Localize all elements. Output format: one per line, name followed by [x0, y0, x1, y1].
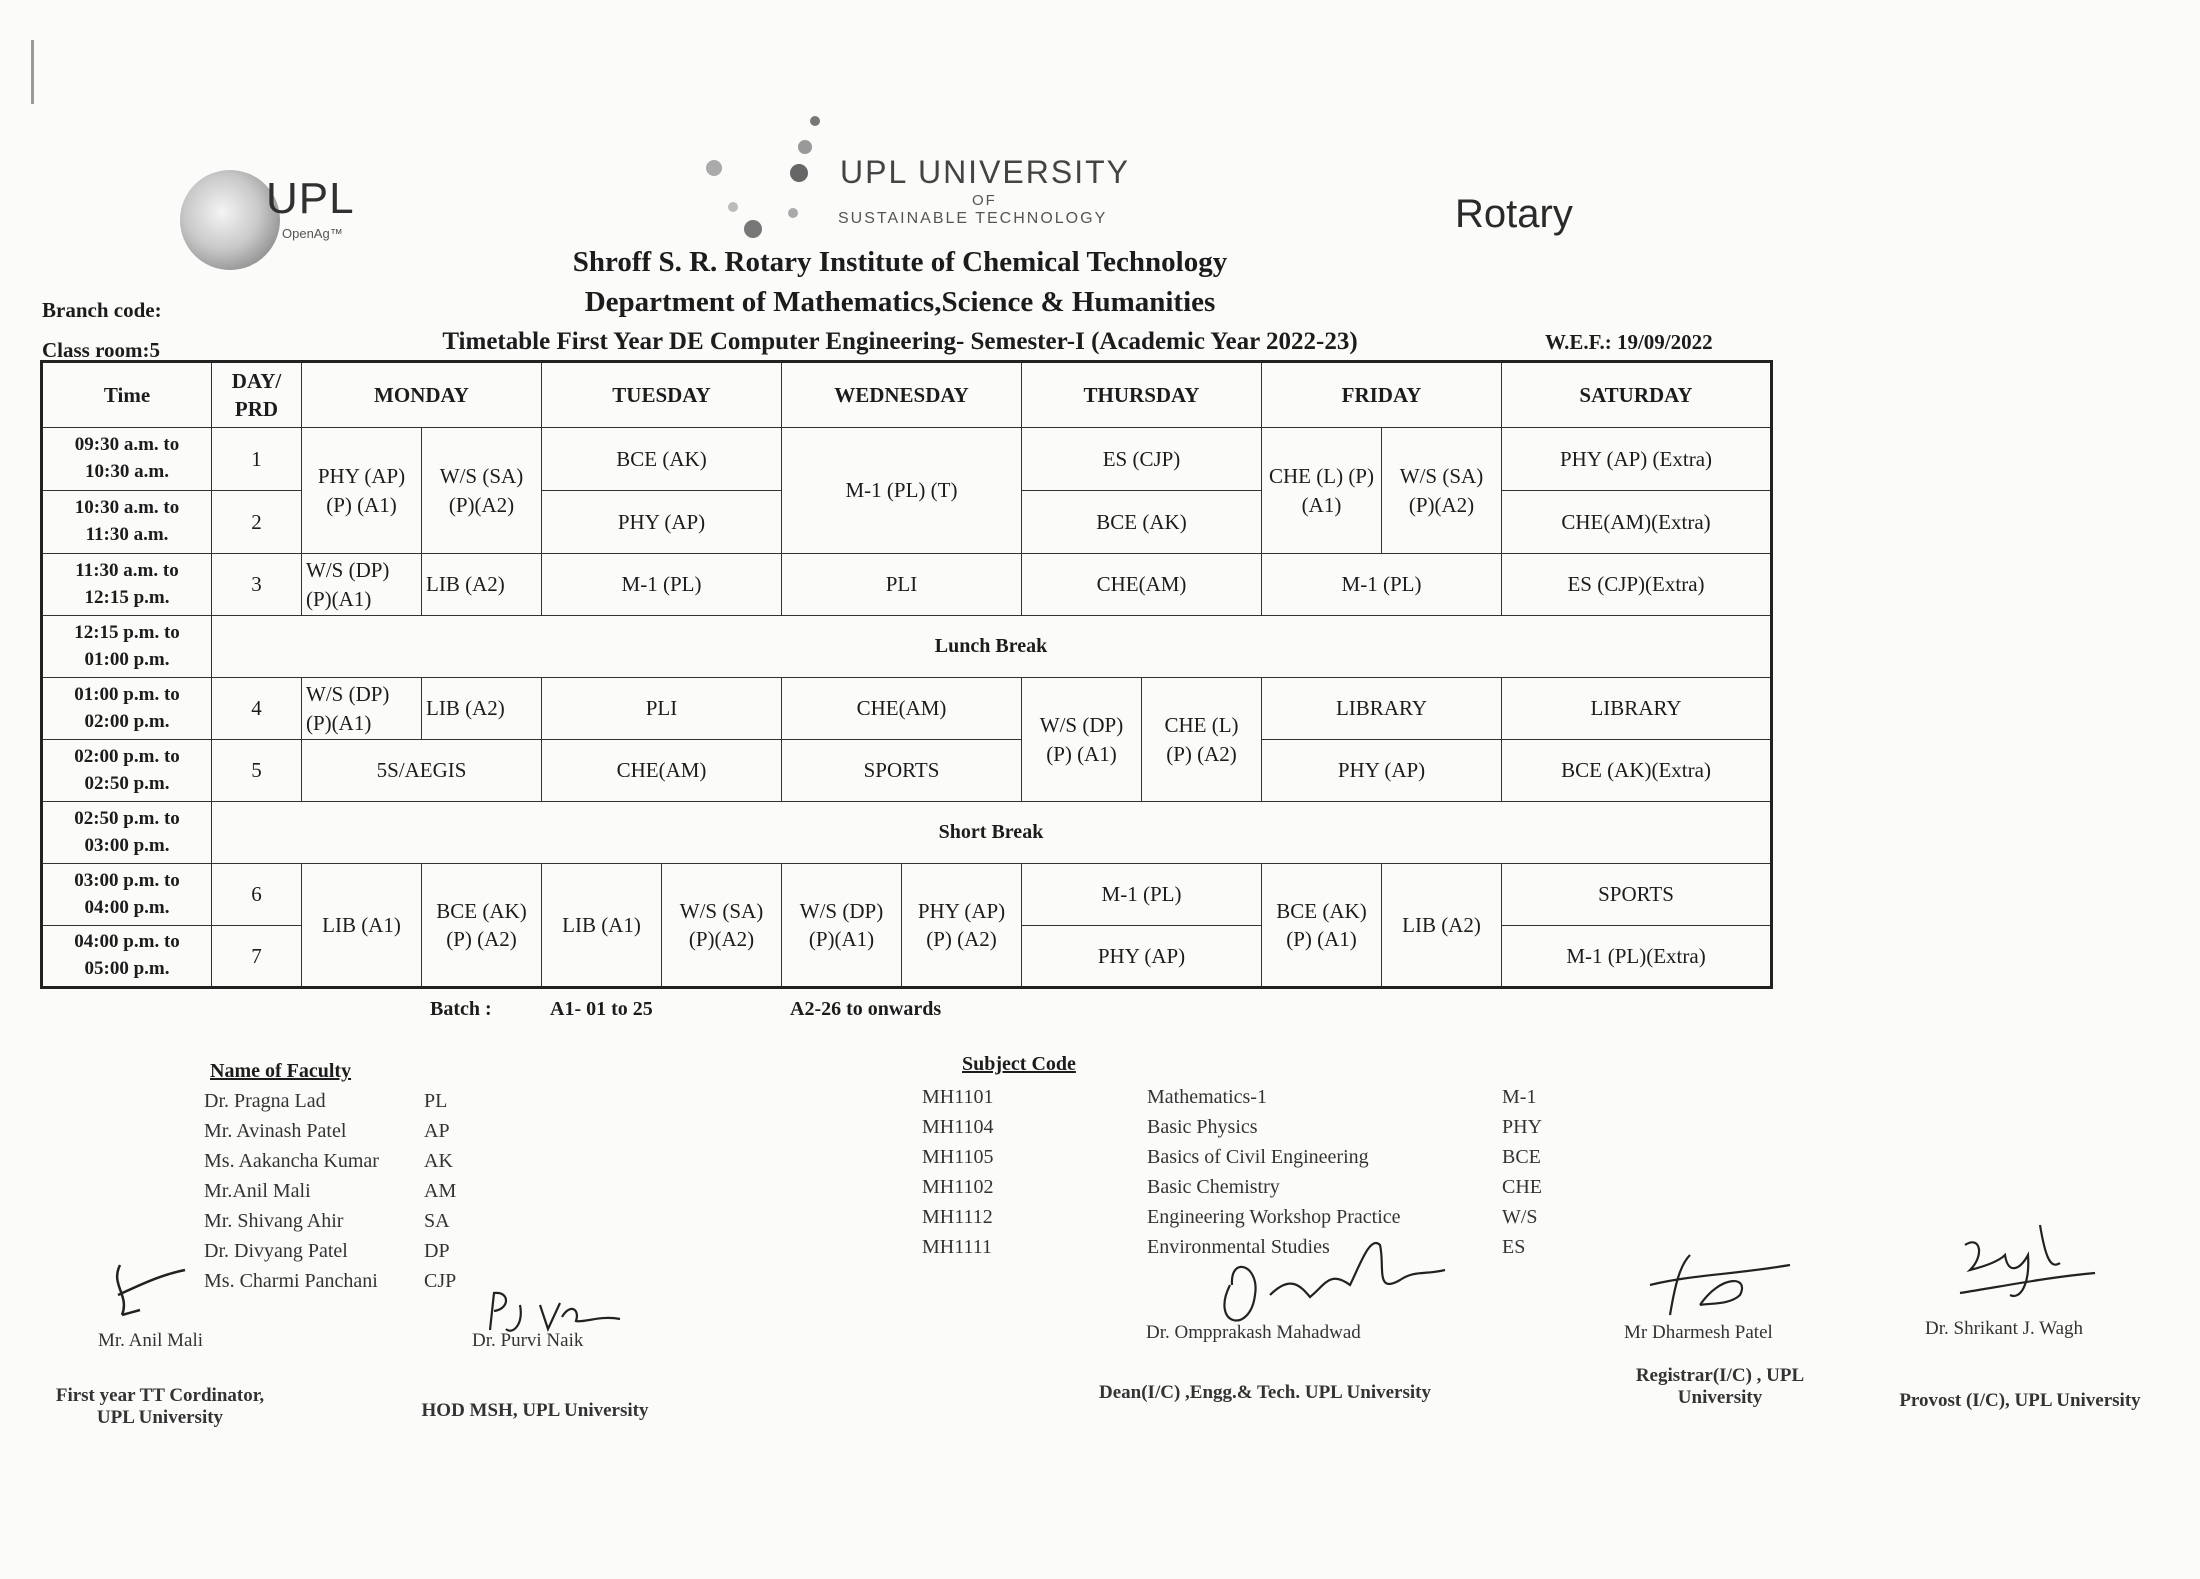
time-slot: 11:30 a.m. to 12:15 p.m. [42, 554, 212, 616]
signatory-role: Provost (I/C), UPL University [1899, 1390, 2141, 1411]
timetable-cell: CHE(AM)(Extra) [1502, 491, 1772, 554]
short-break: Short Break [212, 802, 1772, 864]
subject-abbr: PHY [1502, 1116, 1543, 1138]
faculty-row [204, 1180, 484, 1210]
timetable-cell: PHY (AP) (Extra) [1502, 428, 1772, 491]
period-number: 1 [212, 428, 302, 491]
table-row [42, 864, 1772, 926]
logo-dot-icon [728, 202, 738, 212]
subject-name: Basic Chemistry [1147, 1176, 1280, 1198]
time-slot: 01:00 p.m. to 02:00 p.m. [42, 678, 212, 740]
subject-row [922, 1146, 1562, 1176]
faculty-row [204, 1210, 484, 1240]
timetable [40, 360, 1773, 989]
faculty-list-title: Name of Faculty [210, 1060, 352, 1082]
faculty-name: Dr. Divyang Patel [204, 1240, 348, 1262]
signatory-name: Mr. Anil Mali [98, 1330, 204, 1351]
timetable-cell: CHE(AM) [542, 740, 782, 802]
time-header: Time [42, 362, 212, 428]
subject-abbr: ES [1502, 1236, 1526, 1258]
university-logo-sub: SUSTAINABLE TECHNOLOGY [838, 210, 1108, 227]
signatory-role: HOD MSH, UPL University [421, 1400, 649, 1421]
period-number: 7 [212, 926, 302, 988]
timetable-cell: W/S (DP) (P)(A1) [782, 864, 902, 988]
logo-dot-icon [798, 140, 812, 154]
university-logo [700, 110, 1180, 240]
subject-name: Basics of Civil Engineering [1147, 1146, 1369, 1168]
faculty-code: PL [424, 1090, 448, 1112]
subject-code: MH1101 [922, 1086, 994, 1108]
timetable-cell: 5S/AEGIS [302, 740, 542, 802]
faculty-row [204, 1090, 484, 1120]
signatory-name: Dr. Ompprakash Mahadwad [1146, 1322, 1361, 1343]
time-slot: 02:00 p.m. to 02:50 p.m. [42, 740, 212, 802]
timetable-cell: CHE(AM) [782, 678, 1022, 740]
lunch-break: Lunch Break [212, 616, 1772, 678]
logo-dot-icon [788, 208, 798, 218]
signatory-name: Dr. Purvi Naik [472, 1330, 584, 1351]
signature-scribble-dharmesh [1630, 1245, 1800, 1325]
class-room: Class room:5 [42, 338, 161, 362]
logo-dot-icon [810, 116, 820, 126]
faculty-name: Ms. Aakancha Kumar [204, 1150, 379, 1172]
period-header: DAY/ PRD [212, 362, 302, 428]
timetable-cell: LIBRARY [1262, 678, 1502, 740]
signatory-role: Dean(I/C) ,Engg.& Tech. UPL University [1099, 1382, 1431, 1403]
timetable-cell: BCE (AK) (P) (A1) [1262, 864, 1382, 988]
timetable-cell: CHE (L) (P) (A1) [1262, 428, 1382, 554]
period-number: 5 [212, 740, 302, 802]
subject-row [922, 1116, 1562, 1146]
subject-code: MH1104 [922, 1116, 994, 1138]
timetable-cell: PLI [782, 554, 1022, 616]
table-row [42, 428, 1772, 491]
faculty-code: CJP [424, 1270, 457, 1292]
table-header-row [42, 362, 1772, 428]
upl-logo-subtext: OpenAg™ [282, 226, 343, 241]
timetable-cell: M-1 (PL) [1022, 864, 1262, 926]
logo-dot-icon [790, 164, 808, 182]
timetable-cell: W/S (DP) (P)(A1) [302, 554, 422, 616]
timetable-cell: PHY (AP) [542, 491, 782, 554]
faculty-name: Mr. Avinash Patel [204, 1120, 347, 1142]
timetable-cell: LIB (A2) [422, 554, 542, 616]
subject-abbr: W/S [1502, 1206, 1538, 1228]
timetable-cell: W/S (DP) (P) (A1) [1022, 678, 1142, 802]
timetable-cell: M-1 (PL)(Extra) [1502, 926, 1772, 988]
time-slot: 09:30 a.m. to 10:30 a.m. [42, 428, 212, 491]
faculty-row [204, 1240, 484, 1270]
period-number: 2 [212, 491, 302, 554]
table-row [42, 678, 1772, 740]
subject-code: MH1112 [922, 1206, 993, 1228]
timetable-cell: BCE (AK) [1022, 491, 1262, 554]
branch-code: Branch code: [42, 298, 162, 322]
rotary-logo: Rotary [1455, 192, 1573, 236]
upl-logo-text: UPL [266, 174, 355, 223]
timetable-cell: M-1 (PL) (T) [782, 428, 1022, 554]
batch-label: Batch : [430, 998, 492, 1020]
timetable-cell: M-1 (PL) [1262, 554, 1502, 616]
timetable-cell: PLI [542, 678, 782, 740]
timetable-cell: W/S (SA) (P)(A2) [422, 428, 542, 554]
faculty-code: AP [424, 1120, 450, 1142]
day-header-wednesday: WEDNESDAY [782, 362, 1022, 428]
period-number: 3 [212, 554, 302, 616]
logo-dot-icon [706, 160, 722, 176]
signature-scribble-shrikant [1950, 1215, 2100, 1305]
timetable-cell: CHE (L) (P) (A2) [1142, 678, 1262, 802]
timetable-cell: LIB (A1) [542, 864, 662, 988]
scan-edge-mark [31, 40, 34, 104]
timetable-cell: BCE (AK) (P) (A2) [422, 864, 542, 988]
timetable-cell: M-1 (PL) [542, 554, 782, 616]
timetable-cell: CHE(AM) [1022, 554, 1262, 616]
logo-dot-icon [744, 220, 762, 238]
table-row [42, 802, 1772, 864]
time-slot: 03:00 p.m. to 04:00 p.m. [42, 864, 212, 926]
period-number: 6 [212, 864, 302, 926]
subject-abbr: BCE [1502, 1146, 1541, 1168]
timetable-title: Timetable First Year DE Computer Engineering- Semester-I (Academic Year 2022-23) [442, 328, 1358, 355]
subject-name: Mathematics-1 [1147, 1086, 1267, 1108]
time-slot: 04:00 p.m. to 05:00 p.m. [42, 926, 212, 988]
faculty-row [204, 1120, 484, 1150]
timetable-cell: LIBRARY [1502, 678, 1772, 740]
subject-row [922, 1176, 1562, 1206]
timetable-cell: ES (CJP) [1022, 428, 1262, 491]
timetable-cell: W/S (DP) (P)(A1) [302, 678, 422, 740]
university-logo-of: OF [972, 192, 997, 209]
university-logo-name: UPL UNIVERSITY [840, 154, 1130, 190]
time-slot: 10:30 a.m. to 11:30 a.m. [42, 491, 212, 554]
faculty-row [204, 1150, 484, 1180]
table-row [42, 616, 1772, 678]
timetable-cell: LIB (A1) [302, 864, 422, 988]
subject-list-title: Subject Code [962, 1053, 1076, 1075]
subject-code: MH1111 [922, 1236, 992, 1258]
table-row [42, 554, 1772, 616]
signatory-name: Mr Dharmesh Patel [1624, 1322, 1773, 1343]
time-slot: 12:15 p.m. to 01:00 p.m. [42, 616, 212, 678]
day-header-tuesday: TUESDAY [542, 362, 782, 428]
faculty-name: Ms. Charmi Panchani [204, 1270, 378, 1292]
timetable-cell: BCE (AK)(Extra) [1502, 740, 1772, 802]
subject-row [922, 1086, 1562, 1116]
signatory-role: Registrar(I/C) , UPL University [1635, 1365, 1805, 1408]
timetable-cell: LIB (A2) [1382, 864, 1502, 988]
faculty-code: SA [424, 1210, 450, 1232]
faculty-name: Mr.Anil Mali [204, 1180, 311, 1202]
subject-name: Engineering Workshop Practice [1147, 1206, 1401, 1228]
batch-a1: A1- 01 to 25 [550, 998, 653, 1020]
day-header-saturday: SATURDAY [1502, 362, 1772, 428]
day-header-monday: MONDAY [302, 362, 542, 428]
faculty-code: AM [424, 1180, 457, 1202]
timetable-cell: PHY (AP) (P) (A2) [902, 864, 1022, 988]
timetable-cell: PHY (AP) [1262, 740, 1502, 802]
timetable-cell: SPORTS [782, 740, 1022, 802]
day-header-thursday: THURSDAY [1022, 362, 1262, 428]
time-slot: 02:50 p.m. to 03:00 p.m. [42, 802, 212, 864]
faculty-name: Dr. Pragna Lad [204, 1090, 326, 1112]
institute-name: Shroff S. R. Rotary Institute of Chemical Technology [572, 246, 1228, 278]
timetable-cell: LIB (A2) [422, 678, 542, 740]
day-header-friday: FRIDAY [1262, 362, 1502, 428]
timetable-cell: BCE (AK) [542, 428, 782, 491]
wef-date: W.E.F.: 19/09/2022 [1545, 330, 1713, 354]
signatory-role: First year TT Cordinator, UPL University [55, 1385, 265, 1428]
faculty-code: DP [424, 1240, 450, 1262]
faculty-code: AK [424, 1150, 453, 1172]
timetable-cell: SPORTS [1502, 864, 1772, 926]
table-row [42, 740, 1772, 802]
subject-name: Basic Physics [1147, 1116, 1258, 1138]
signatory-name: Dr. Shrikant J. Wagh [1925, 1318, 2084, 1339]
subject-code: MH1105 [922, 1146, 994, 1168]
subject-abbr: CHE [1502, 1176, 1542, 1198]
faculty-name: Mr. Shivang Ahir [204, 1210, 344, 1232]
subject-abbr: M-1 [1502, 1086, 1537, 1108]
timetable-cell: PHY (AP) (P) (A1) [302, 428, 422, 554]
subject-code: MH1102 [922, 1176, 994, 1198]
batch-a2: A2-26 to onwards [790, 998, 942, 1020]
signature-scribble-anil [100, 1255, 200, 1330]
timetable-cell: W/S (SA) (P)(A2) [1382, 428, 1502, 554]
faculty-row [204, 1270, 484, 1300]
subject-name: Environmental Studies [1147, 1236, 1330, 1258]
signature-scribble-omprakash [1210, 1225, 1450, 1335]
timetable-cell: W/S (SA) (P)(A2) [662, 864, 782, 988]
department-name: Department of Mathematics,Science & Humanities [584, 286, 1216, 318]
timetable-cell: ES (CJP)(Extra) [1502, 554, 1772, 616]
period-number: 4 [212, 678, 302, 740]
timetable-cell: PHY (AP) [1022, 926, 1262, 988]
